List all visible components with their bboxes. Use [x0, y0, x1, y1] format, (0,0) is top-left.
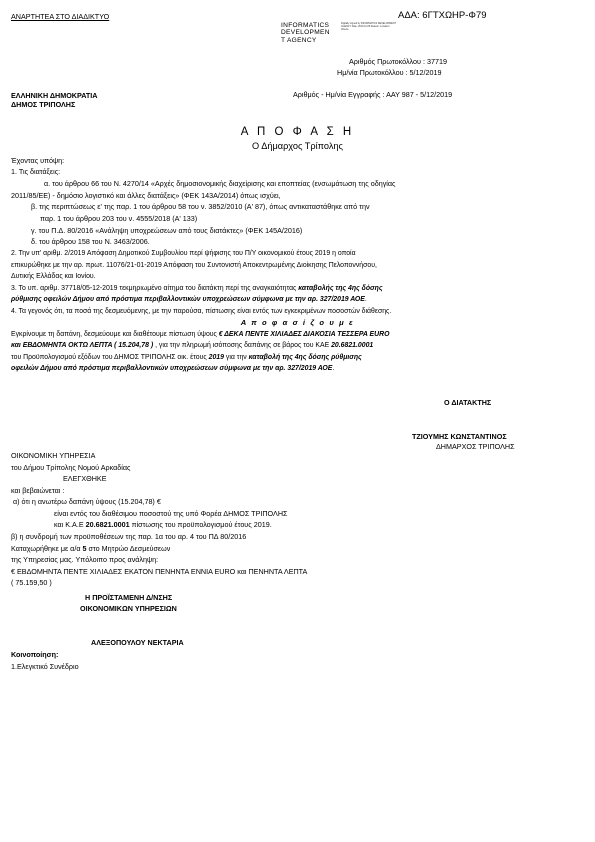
decision-line-4: οφειλών Δήμου από πρόστιμα περιβαλλοντικών υποχρεώσεων σύμφωνα με την αρ. 327/2019 ΑΟΕ. — [11, 365, 335, 372]
item-2-line-1: 2. Την υπ' αριθμ. 2/2019 Απόφαση Δημοτικού Συμβουλίου περί ψήφισης του Π/Υ οικονομικού έτους 2019 η οποία — [11, 250, 356, 257]
municipality-label: ΔΗΜΟΣ ΤΡΙΠΟΛΗΣ — [11, 100, 76, 109]
registry-entry: Αριθμός - Ημ/νία Εγγραφής : ΑΑΥ 987 - 5/12/2019 — [293, 90, 453, 99]
stamp-line-1: INFORMATICS — [281, 22, 330, 29]
item-3-line-1: 3. Το υπ. αριθμ. 37718/05-12-2019 τεκμηριωμένο αίτημα του διατάκτη περί της αναγκαιότητας καταβολής της 4ης δόσης — [11, 285, 383, 292]
notify-item: 1.Ελεγκτικό Συνέδριο — [11, 662, 79, 671]
finance-municipality: του Δήμου Τρίπολης Νομού Αρκαδίας — [11, 463, 131, 472]
item-1c: γ. του Π.Δ. 80/2016 «Ανάληψη υποχρεώσεων από τους διατάκτες» (ΦΕΚ 145Α/2016) — [31, 226, 303, 235]
checked-label: ΕΛΕΓΧΘΗΚΕ — [63, 474, 107, 483]
protocol-number: Αριθμός Πρωτοκόλλου : 37719 — [349, 57, 447, 66]
finance-head-name: ΑΛΕΞΟΠΟΥΛΟΥ ΝΕΚΤΑΡΙΑ — [91, 638, 184, 647]
stamp-fine-print: Digitally signed by INFORMATICS DEVELOPMENT AGENCY Date: 2019.12.05 Reason: Location: Athens — [341, 22, 396, 32]
signatory-role: Ο ΔΙΑΤΑΚΤΗΣ — [444, 398, 492, 407]
remaining-amount-text: € ΕΒΔΟΜΗΝΤΑ ΠΕΝΤΕ ΧΙΛΙΑΔΕΣ ΕΚΑΤΟΝ ΠΕΝΗΝΤΑ ΕΝΝΙΑ EURO και ΠΕΝΗΝΤΑ ΛΕΠΤΑ — [11, 567, 308, 576]
certify-b-line: β) η συνδρομή των προϋποθέσεων της παρ. 1α του αρ. 4 του ΠΔ 80/2016 — [11, 532, 247, 541]
protocol-date: Ημ/νία Πρωτοκόλλου : 5/12/2019 — [337, 68, 442, 77]
page-title: Α Π Ο Φ Α Σ Η — [240, 126, 355, 138]
signatory-title: ΔΗΜΑΡΧΟΣ ΤΡΙΠΟΛΗΣ — [436, 442, 515, 451]
decision-line-1: Εγκρίνουμε τη δαπάνη, δεσμεύουμε και διαθέτουμε πίστωση ύψους € ΔΕΚΑ ΠΕΝΤΕ ΧΙΛΙΑΔΕΣ ΔΙΑΚΟΣΙΑ ΤΕΣΣΕΡΑ EURO — [11, 331, 390, 338]
notify-heading: Κοινοποίηση: — [11, 650, 59, 659]
certify-a-line-2: είναι εντός του διαθέσιμου ποσοστού της υπό Φορέα ΔΗΜΟΣ ΤΡΙΠΟΛΗΣ — [54, 509, 288, 518]
finance-head-line-1: Η ΠΡΟΪΣΤΑΜΕΝΗ Δ/ΝΣΗΣ — [85, 593, 173, 602]
item-1b-line-2: παρ. 1 του άρθρου 203 του ν. 4555/2018 (Α' 133) — [40, 214, 198, 223]
certify-a-line-3: και Κ.Α.Ε 20.6821.0001 πίστωσης του προϋπολογισμού έτους 2019. — [54, 520, 272, 529]
stamp-line-3: T AGENCY — [281, 36, 317, 44]
certified-label: και βεβαιώνεται : — [11, 486, 65, 495]
page-subtitle: Ο Δήμαρχος Τρίπολης — [252, 141, 343, 151]
stamp-line-2: DEVELOPMEN — [281, 29, 330, 37]
posted-online-label: ΑΝΑΡΤΗΤΕΑ ΣΤΟ ΔΙΑΔΙΚΤΥΟ — [11, 12, 110, 21]
item-1b-line-1: β. της περιπτώσεως ε' της παρ. 1 του άρθρου 58 του ν. 3852/2010 (Α' 87), όπως αντικαταστάθηκε από την — [31, 202, 370, 211]
finance-service: ΟΙΚΟΝΟΜΙΚΗ ΥΠΗΡΕΣΙΑ — [11, 451, 96, 460]
item-3-line-2: ρύθμισης οφειλών Δήμου από πρόστιμα περιβαλλοντικών υποχρεώσεων σύμφωνα με την αρ. 327/2019 ΑΟΕ. — [11, 296, 367, 303]
ada-code: ΑΔΑ: 6ΓΤΧΩΗΡ-Φ79 — [398, 10, 487, 21]
item-1d: δ. του άρθρου 158 του Ν. 3463/2006. — [31, 237, 150, 246]
item-4: 4. Τα γεγονός ότι, τα ποσά της δεσμευόμενης, με την παρούσα, πίστωσης είναι εντός των εγκεκριμένων ποσοστών διάθεσης. — [11, 308, 392, 315]
certify-a-line-1: α) ότι η ανωτέρω δαπάνη ύψους (15.204,78) € — [13, 497, 161, 506]
digital-signature-stamp — [281, 22, 330, 44]
decision-line-2: και ΕΒΔΟΜΗΝΤΑ ΟΚΤΩ ΛΕΠΤΑ ( 15.204,78 ) , για την πληρωμή ισόποσης δαπάνης σε βάρος του ΚΑΕ 20.6821.0001 — [11, 342, 374, 349]
item-2-line-3: Δυτικής Ελλάδας και Ιονίου. — [11, 273, 96, 280]
signatory-name: ΤΖΙΟΥΜΗΣ ΚΩΝΣΤΑΝΤΙΝΟΣ — [412, 432, 507, 441]
country-label: ΕΛΛΗΝΙΚΗ ΔΗΜΟΚΡΑΤΙΑ — [11, 91, 98, 100]
decision-line-3: του Προϋπολογισμού εξόδων του ΔΗΜΟΣ ΤΡΙΠΟΛΗΣ οικ. έτους 2019 για την καταβολή της 4ης δόσης ρύθμισης — [11, 354, 362, 361]
item-1: 1. Τις διατάξεις: — [11, 167, 61, 176]
remaining-amount-number: ( 75.159,50 ) — [11, 578, 52, 587]
finance-head-line-2: ΟΙΚΟΝΟΜΙΚΩΝ ΥΠΗΡΕΣΙΩΝ — [80, 604, 177, 613]
registered-line: Καταχωρήθηκε με α/α 5 στο Μητρώο Δεσμεύσεων — [11, 544, 171, 553]
service-balance-line: της Υπηρεσίας μας. Υπόλοιπο προς ανάληψη: — [11, 555, 159, 564]
considering-heading: Έχοντας υπόψη: — [11, 156, 65, 165]
decide-heading: Α π ο φ α σ ί ζ ο υ μ ε — [240, 318, 355, 327]
item-2-line-2: επικυρώθηκε με την αρ. πρωτ. 11076/21-01-2019 Απόφαση του Συντονιστή Αποκεντρωμένης Διοίκησης Πελοποννήσου, — [11, 262, 377, 269]
item-1a-line-2: 2011/85/ΕΕ) - δημόσιο λογιστικό και άλλες διατάξεις» (ΦΕΚ 143Α/2014) όπως ισχύει, — [11, 191, 281, 200]
item-1a-line-1: α. του άρθρου 66 του Ν. 4270/14 «Αρχές δημοσιονομικής διαχείρισης και εποπτείας (ενσωμάτωση της οδηγίας — [44, 179, 396, 188]
